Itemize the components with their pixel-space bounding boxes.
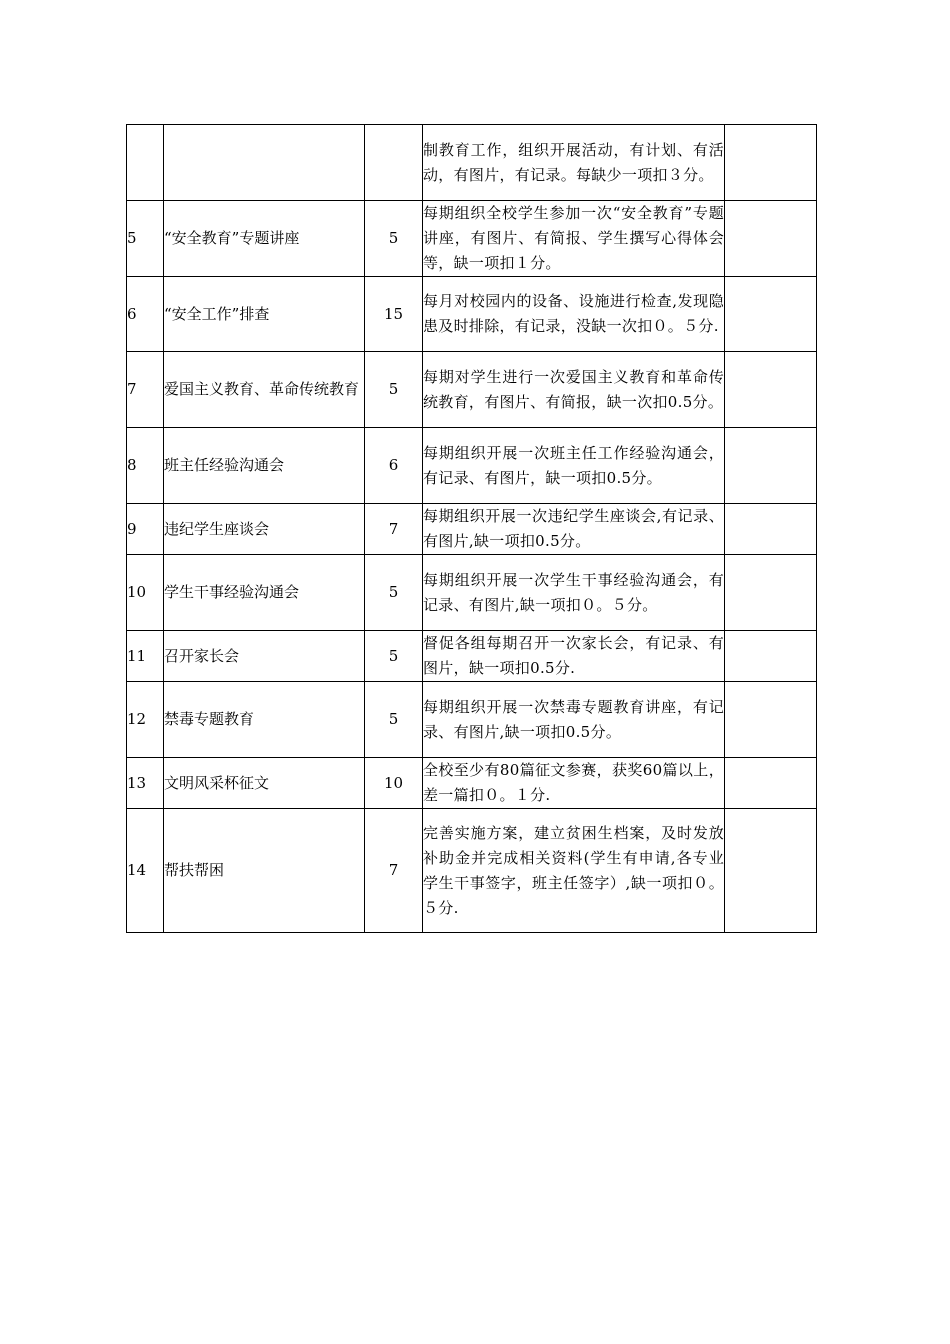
row-item: 禁毒专题教育 [164, 682, 365, 758]
row-remark [725, 555, 817, 631]
row-criteria: 每期组织开展一次违纪学生座谈会,有记录、有图片,缺一项扣0.5分。 [423, 504, 725, 555]
table-row [127, 125, 817, 201]
row-item: 学生干事经验沟通会 [164, 555, 365, 631]
row-score: 5 [365, 201, 423, 277]
row-criteria: 制教育工作，组织开展活动，有计划、有活动，有图片，有记录。每缺少一项扣３分。 [423, 125, 725, 201]
row-number: 14 [127, 809, 164, 933]
table-row [127, 277, 817, 352]
row-remark [725, 125, 817, 201]
row-remark [725, 682, 817, 758]
row-score: 5 [365, 555, 423, 631]
row-item: 帮扶帮困 [164, 809, 365, 933]
row-number: 13 [127, 758, 164, 809]
row-remark [725, 758, 817, 809]
row-score: 5 [365, 682, 423, 758]
row-item: 班主任经验沟通会 [164, 428, 365, 504]
row-number: 6 [127, 277, 164, 352]
table-row [127, 758, 817, 809]
row-criteria: 每期组织全校学生参加一次“安全教育”专题讲座，有图片、有简报、学生撰写心得体会等，缺一项扣１分。 [423, 201, 725, 277]
table-row [127, 809, 817, 933]
row-criteria: 督促各组每期召开一次家长会，有记录、有图片，缺一项扣0.5分. [423, 631, 725, 682]
row-number: 9 [127, 504, 164, 555]
row-score [365, 125, 423, 201]
row-score: 5 [365, 631, 423, 682]
evaluation-table [126, 124, 817, 933]
row-number: 12 [127, 682, 164, 758]
row-criteria: 每期组织开展一次班主任工作经验沟通会，有记录、有图片，缺一项扣0.5分。 [423, 428, 725, 504]
row-score: 15 [365, 277, 423, 352]
row-remark [725, 631, 817, 682]
row-number: 10 [127, 555, 164, 631]
row-score: 6 [365, 428, 423, 504]
row-criteria: 每月对校园内的设备、设施进行检查,发现隐患及时排除，有记录，没缺一次扣０。５分. [423, 277, 725, 352]
row-remark [725, 504, 817, 555]
table-row [127, 352, 817, 428]
row-number [127, 125, 164, 201]
row-item: 文明风采杯征文 [164, 758, 365, 809]
row-remark [725, 809, 817, 933]
row-score: 7 [365, 809, 423, 933]
row-item: 爱国主义教育、革命传统教育 [164, 352, 365, 428]
row-item [164, 125, 365, 201]
row-item: “安全教育”专题讲座 [164, 201, 365, 277]
row-criteria: 每期组织开展一次学生干事经验沟通会，有记录、有图片,缺一项扣０。５分。 [423, 555, 725, 631]
row-item: 违纪学生座谈会 [164, 504, 365, 555]
table-row [127, 631, 817, 682]
row-score: 7 [365, 504, 423, 555]
row-remark [725, 277, 817, 352]
row-number: 5 [127, 201, 164, 277]
row-criteria: 每期组织开展一次禁毒专题教育讲座，有记录、有图片,缺一项扣0.5分。 [423, 682, 725, 758]
row-item: 召开家长会 [164, 631, 365, 682]
row-score: 5 [365, 352, 423, 428]
row-criteria: 完善实施方案，建立贫困生档案，及时发放补助金并完成相关资料(学生有申请,各专业学生干事签字，班主任签字）,缺一项扣０。５分. [423, 809, 725, 933]
row-remark [725, 428, 817, 504]
table-row [127, 201, 817, 277]
table-row [127, 682, 817, 758]
row-number: 8 [127, 428, 164, 504]
row-score: 10 [365, 758, 423, 809]
table-row [127, 428, 817, 504]
row-number: 7 [127, 352, 164, 428]
row-item: “安全工作”排查 [164, 277, 365, 352]
row-number: 11 [127, 631, 164, 682]
row-criteria: 全校至少有80篇征文参赛，获奖60篇以上，差一篇扣０。１分. [423, 758, 725, 809]
table-row [127, 504, 817, 555]
row-criteria: 每期对学生进行一次爱国主义教育和革命传统教育，有图片、有简报，缺一次扣0.5分。 [423, 352, 725, 428]
table-row [127, 555, 817, 631]
row-remark [725, 201, 817, 277]
row-remark [725, 352, 817, 428]
